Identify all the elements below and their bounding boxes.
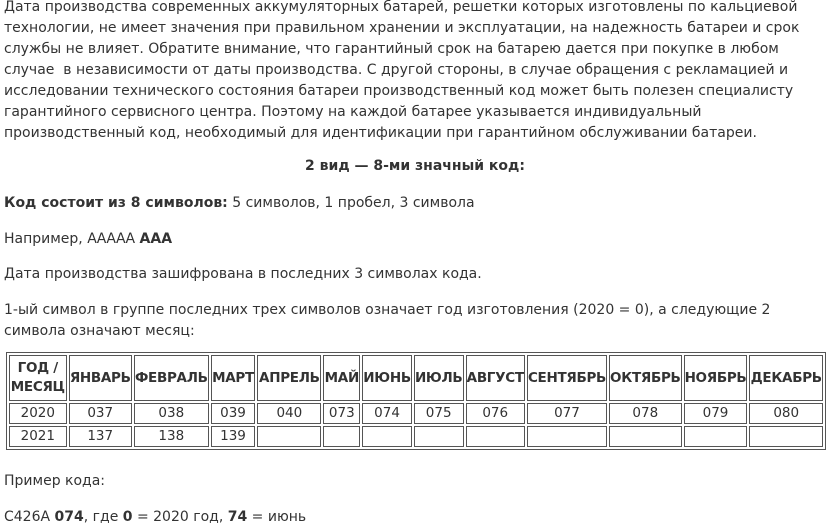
- table-cell: 074: [362, 403, 412, 424]
- table-cell: [414, 426, 464, 447]
- header-month: ИЮНЬ: [362, 355, 412, 401]
- section-heading: 2 вид — 8-ми значный код:: [305, 158, 525, 174]
- example-prefix: Например, ААААА: [4, 231, 140, 247]
- header-month: ОКТЯБРЬ: [609, 355, 682, 401]
- sample-text: = июнь: [247, 509, 307, 525]
- header-month: ДЕКАБРЬ: [749, 355, 823, 401]
- table-cell: [527, 426, 607, 447]
- header-month: СЕНТЯБРЬ: [527, 355, 607, 401]
- header-month: НОЯБРЬ: [684, 355, 748, 401]
- code-structure-rest: 5 символов, 1 пробел, 3 символа: [227, 195, 475, 211]
- table-cell: 079: [684, 403, 748, 424]
- first-symbol-line: 1-ый символ в группе последних трех символов означает год изготовления (2020 = 0), а следующие 2: [4, 302, 771, 318]
- example-bold: ААА: [139, 231, 173, 247]
- table-row: [9, 426, 823, 447]
- table-cell: 040: [257, 403, 321, 424]
- header-month: АВГУСТ: [466, 355, 525, 401]
- intro-line: производственный код, необходимый для идентификации при гарантийном обслуживании батареи.: [4, 125, 757, 141]
- intro-paragraph: [4, 0, 826, 144]
- intro-line: исследовании технического состояния батареи производственный код может быть полезен специалисту: [4, 83, 794, 99]
- table-cell: 073: [323, 403, 360, 424]
- table-cell: [257, 426, 321, 447]
- table-cell: 039: [211, 403, 256, 424]
- date-info-text: Дата производства зашифрована в последних 3 символах кода.: [4, 266, 482, 282]
- intro-line: гарантийного сервисного центра. Поэтому на каждой батарее указывается индивидуальный: [4, 104, 702, 120]
- month-code-table: [6, 352, 826, 450]
- table-cell: 078: [609, 403, 682, 424]
- header-month: АПРЕЛЬ: [257, 355, 321, 401]
- example-text: [4, 229, 172, 250]
- table-row: [9, 403, 823, 424]
- header-month-label: МЕСЯЦ: [10, 379, 65, 395]
- header-year-month: [9, 355, 67, 401]
- table-cell: [362, 426, 412, 447]
- intro-line: технологии, не имеет значения при правильном хранении и эксплуатации, на надежность батареи и срок: [4, 20, 800, 36]
- table-cell: 075: [414, 403, 464, 424]
- row-year: 2021: [9, 426, 67, 447]
- table-cell: 137: [69, 426, 132, 447]
- header-month: ФЕВРАЛЬ: [134, 355, 209, 401]
- sample-year-digit: 0: [122, 509, 133, 525]
- first-symbol-text: [4, 300, 826, 342]
- table-cell: [749, 426, 823, 447]
- first-symbol-line: символа означают месяц:: [4, 323, 195, 339]
- table-cell: 080: [749, 403, 823, 424]
- sample-code: C426A: [4, 509, 55, 525]
- sample-code-bold: 074: [54, 509, 84, 525]
- sample-text: , где: [83, 509, 123, 525]
- table-header-row: [9, 355, 823, 401]
- header-year-label: ГОД /: [17, 360, 58, 376]
- code-structure-text: [4, 193, 475, 214]
- sample-label: Пример кода:: [4, 473, 106, 489]
- header-month: ИЮЛЬ: [414, 355, 464, 401]
- header-month: ЯНВАРЬ: [69, 355, 132, 401]
- header-month: МАРТ: [211, 355, 256, 401]
- sample-month-digits: 74: [227, 509, 248, 525]
- intro-line: службы не влияет. Обратите внимание, что гарантийный срок на батарею дается при покупке в любом: [4, 41, 779, 57]
- sample-text: = 2020 год,: [132, 509, 228, 525]
- table-cell: 037: [69, 403, 132, 424]
- table-cell: [323, 426, 360, 447]
- table-cell: [466, 426, 525, 447]
- table-cell: [684, 426, 748, 447]
- table-cell: 138: [134, 426, 209, 447]
- intro-line: случае в независимости от даты производства. С другой стороны, в случае обращения с рекламацией и: [4, 62, 789, 78]
- table-cell: 076: [466, 403, 525, 424]
- row-year: 2020: [9, 403, 67, 424]
- code-structure-bold: Код состоит из 8 символов:: [4, 195, 228, 211]
- sample-code-text: [4, 507, 306, 528]
- table-cell: 077: [527, 403, 607, 424]
- intro-line: Дата производства современных аккумуляторных батарей, решетки которых изготовлены по кальциевой: [4, 0, 798, 15]
- header-month: МАЙ: [323, 355, 360, 401]
- table-cell: 139: [211, 426, 256, 447]
- table-cell: 038: [134, 403, 209, 424]
- table-cell: [609, 426, 682, 447]
